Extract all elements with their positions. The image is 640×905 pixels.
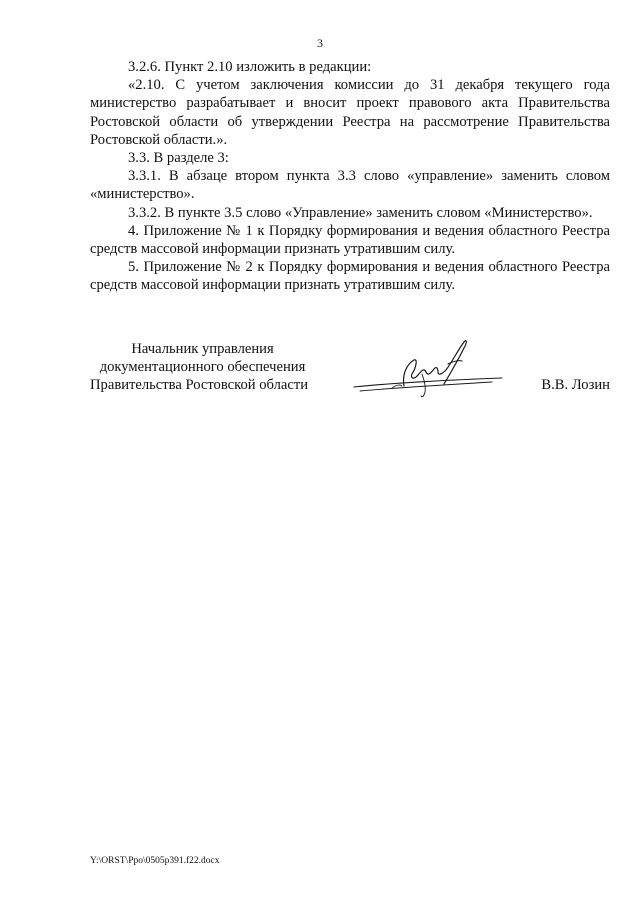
paragraph-3-3-1: 3.3.1. В абзаце втором пункта 3.3 слово «управление» заменить словом «министерство». <box>90 168 610 203</box>
signatory-title-line-1: Начальник управления <box>131 341 274 357</box>
footer-file-path: Y:\ORST\Ppo\0505p391.f22.docx <box>90 856 220 866</box>
paragraph-3-3-2: 3.3.2. В пункте 3.5 слово «Управление» заменить словом «Министерство». <box>128 204 593 221</box>
signatory-title-line-3: Правительства Ростовской области <box>90 377 309 394</box>
signatory-title-line-2: документационного обеспечения <box>99 359 306 376</box>
paragraph-5: 5. Приложение № 2 к Порядку формирования и ведения областного Реестра средств массовой информации признать утратившим силу. <box>90 259 610 294</box>
document-body <box>90 58 610 295</box>
page-number: 3 <box>317 36 323 50</box>
signatory-name: В.В. Лозин <box>541 377 610 393</box>
signature-block <box>90 340 610 410</box>
paragraph-4: 4. Приложение № 1 к Порядку формирования и ведения областного Реестра средств массовой информации признать утратившим силу. <box>90 222 610 258</box>
paragraph-2-10-quote: «2.10. С учетом заключения комиссии до 31 декабря текущего года министерство разрабатывает и вносит проект правового акта Правительства Ростовской области об утверждении Реестра на рассмотрение Правительства Ростовской области.». <box>90 77 610 148</box>
paragraph-3-3: 3.3. В разделе 3: <box>128 150 229 167</box>
paragraph-3-2-6: 3.2.6. Пункт 2.10 изложить в редакции: <box>128 59 372 75</box>
signatory-title <box>90 340 315 395</box>
handwritten-signature-image <box>352 334 512 404</box>
